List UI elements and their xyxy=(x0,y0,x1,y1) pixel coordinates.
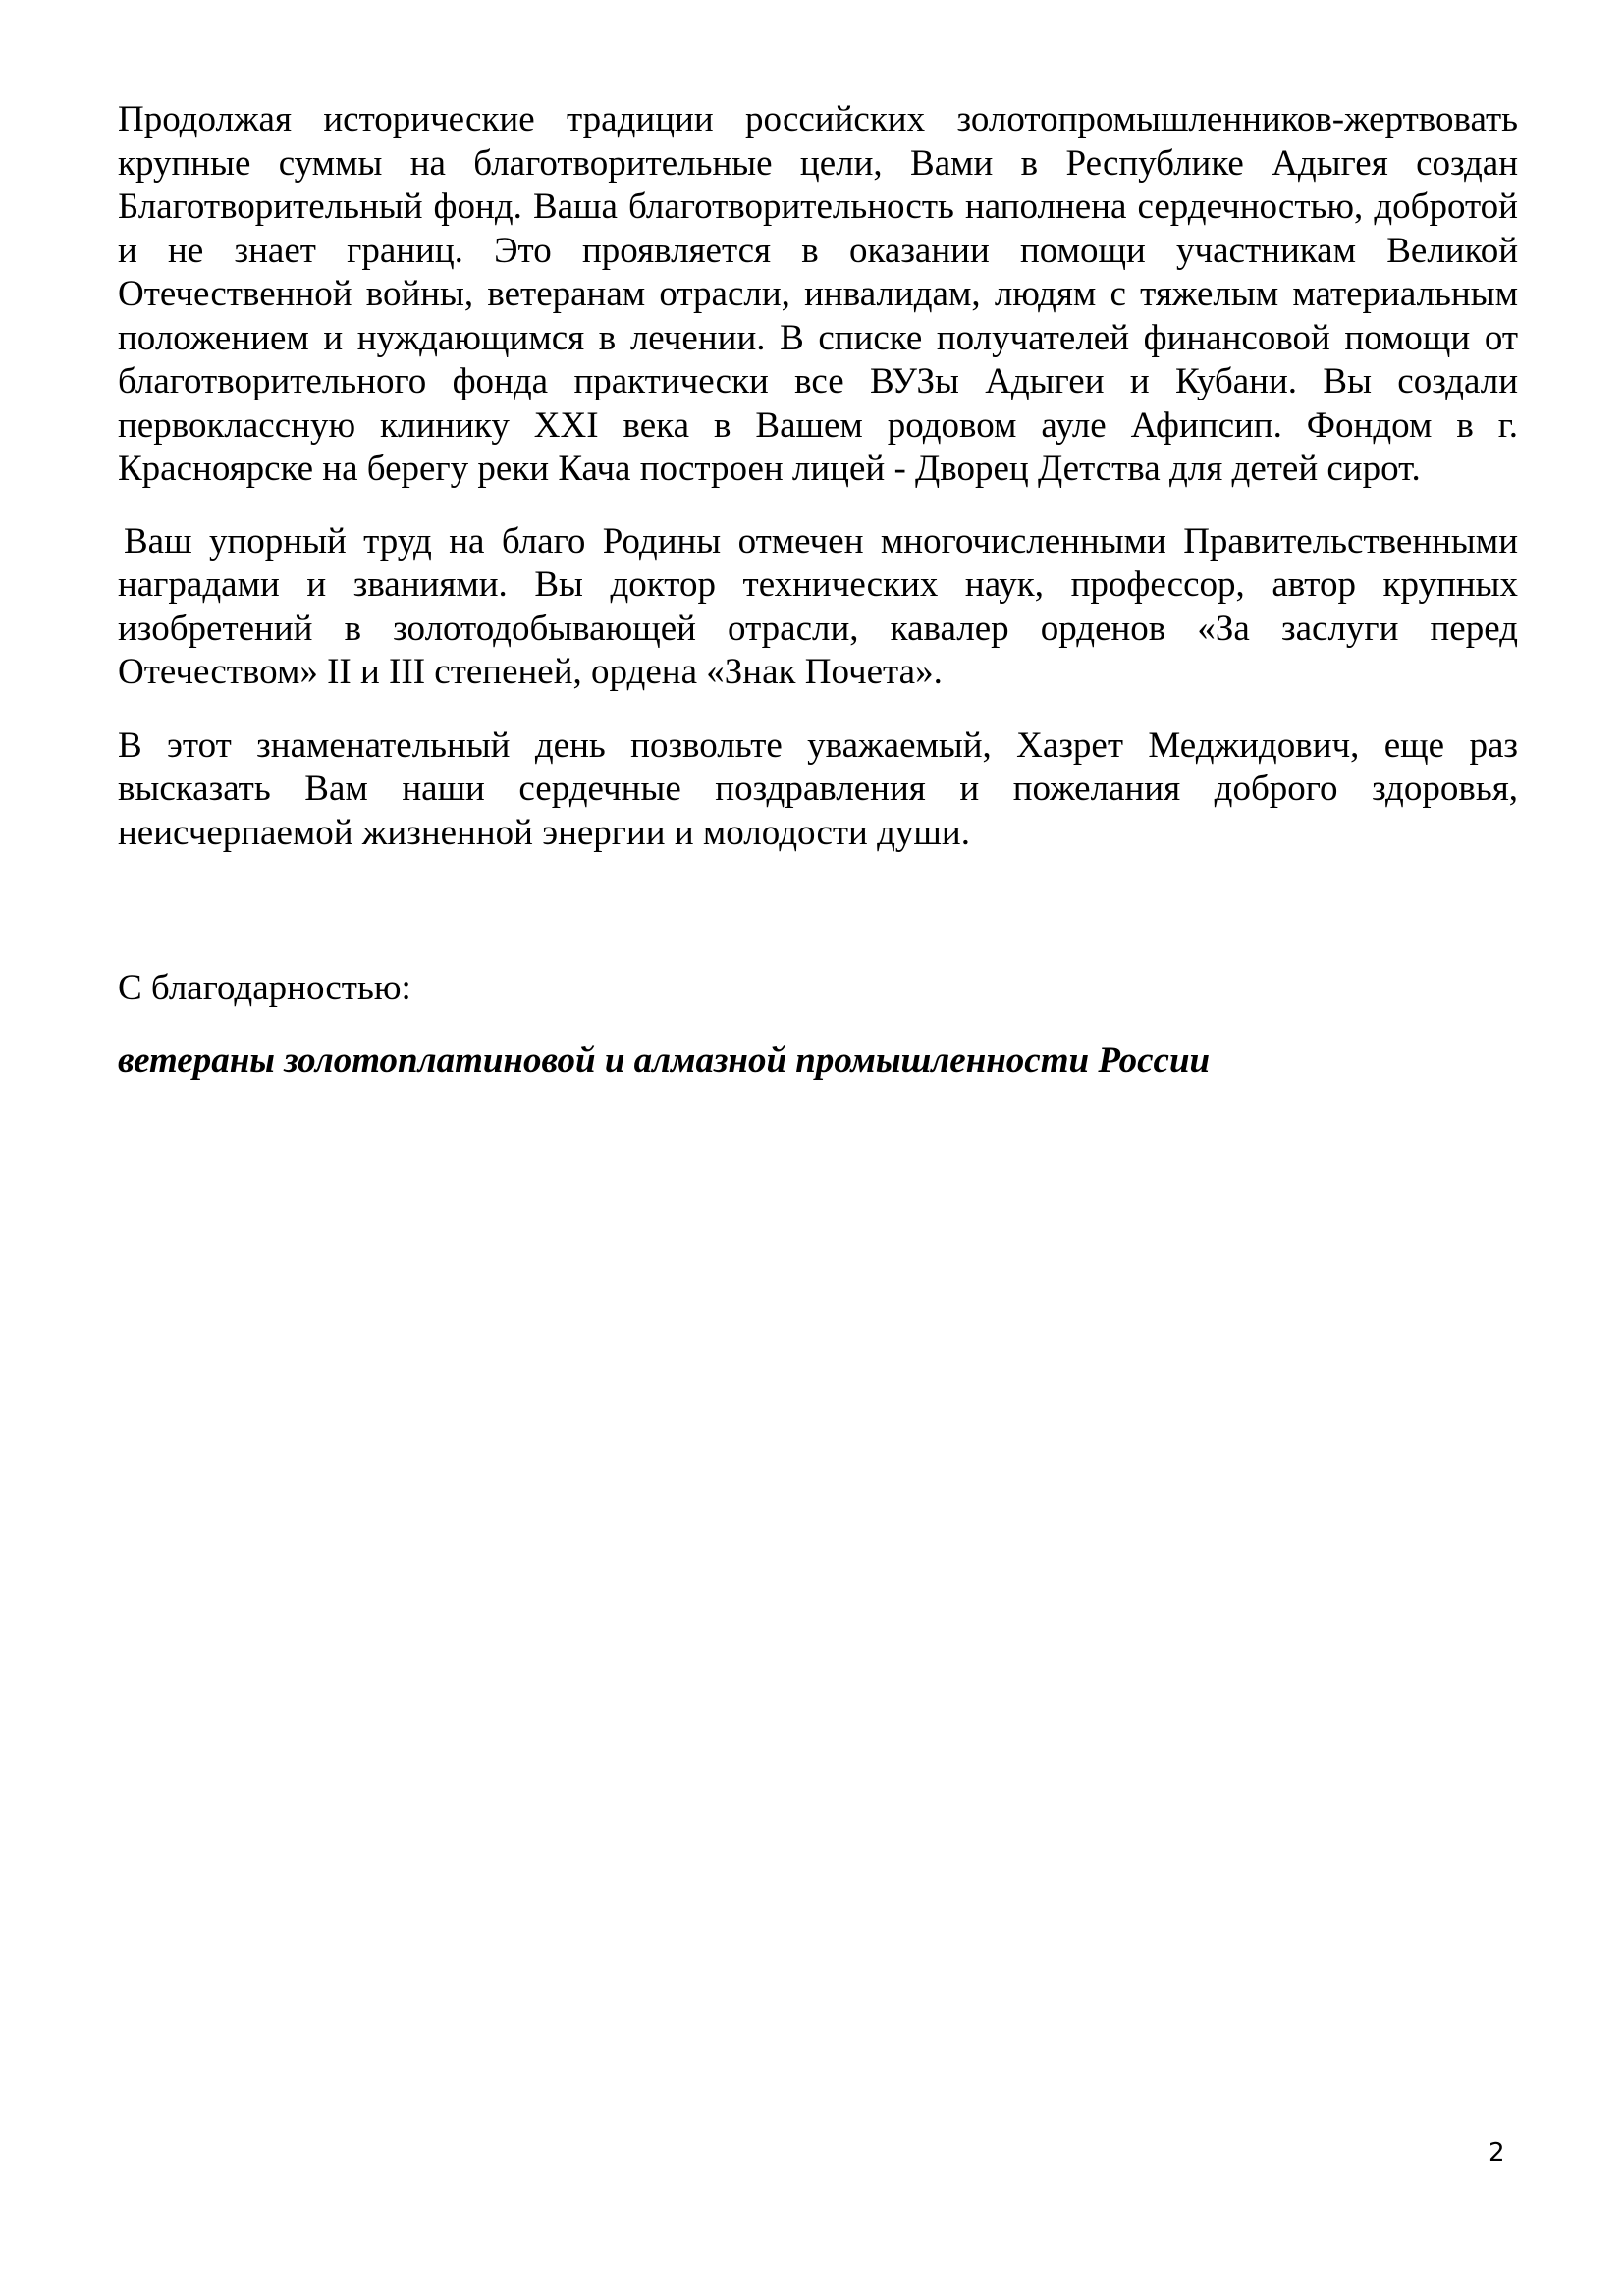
paragraph-awards: Ваш упорный труд на благо Родины отмечен многочисленными Правительственными наградами и званиями. Вы доктор технических наук, профессор, автор крупных изобретений в золотодобывающей отрасли, кавалер орденов «За заслуги перед Отечеством» II и III степеней, ордена «Знак Почета». xyxy=(118,520,1518,692)
signature-line: ветераны золотоплатиновой и алмазной промышленности России xyxy=(118,1040,1211,1081)
page-number: 2 xyxy=(1489,2138,1505,2167)
closing-line: С благодарностью: xyxy=(118,968,411,1008)
letter-body xyxy=(118,98,1518,1083)
paragraph-charity: Продолжая исторические традиции российских золотопромышленников-жертвовать крупные суммы на благотворительные цели, Вами в Республике Адыгея создан Благотворительный фонд. Ваша благотворительность наполнена сердечностью, добротой и не знает границ. Это проявляется в оказании помощи участникам Великой Отечественной войны, ветеранам отрасли, инвалидам, людям с тяжелым материальным положением и нуждающимся в лечении. В списке получателей финансовой помощи от благотворительного фонда практически все ВУЗы Адыгеи и Кубани. Вы создали первоклассную клинику XXI века в Вашем родовом ауле Афипсип. Фондом в г. Красноярске на берегу реки Кача построен лицей - Дворец Детства для детей сирот. xyxy=(118,99,1518,489)
paragraph-congratulations: В этот знаменательный день позвольте уважаемый, Хазрет Меджидович, еще раз высказать Вам наши сердечные поздравления и пожелания доброго здоровья, неисчерпаемой жизненной энергии и молодости души. xyxy=(118,724,1518,853)
